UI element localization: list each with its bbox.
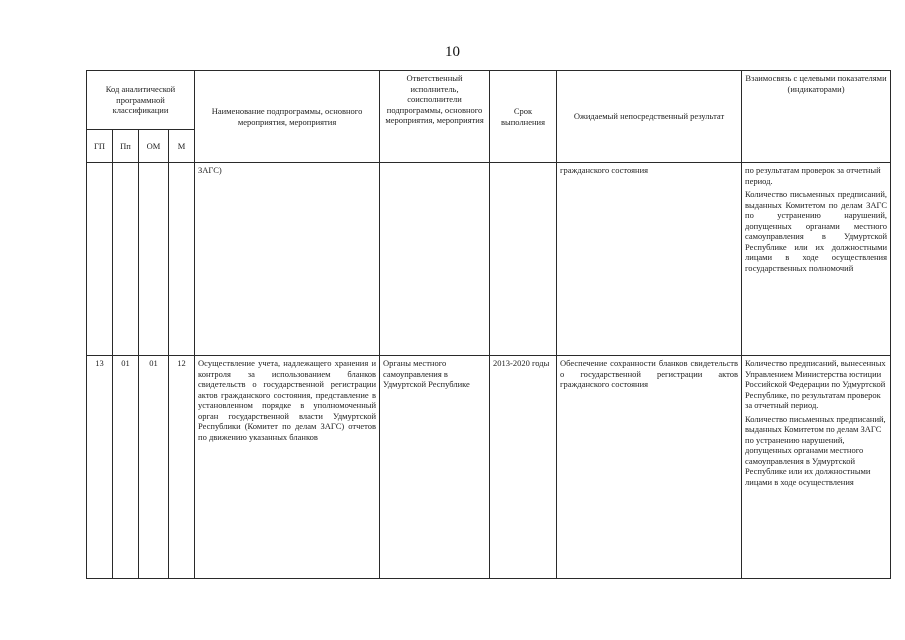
- indicator-text: Количество письменных предписаний, выданных Комитетом по делам ЗАГС по устранению нарушений, допущенных органами местного самоуправления в Удмуртской Республике или их должностными лицами в ходе осуществления государственных полномочий: [745, 189, 888, 273]
- cell-pp: [113, 163, 139, 356]
- cell-m: [169, 163, 195, 356]
- activities-table: [86, 70, 891, 579]
- cell-indicators: [742, 356, 891, 579]
- cell-indicators: [742, 163, 891, 356]
- cell-m: 12: [169, 356, 195, 579]
- header-code-m: М: [169, 130, 195, 163]
- cell-executor: Органы местного самоуправления в Удмуртской Республике: [380, 356, 490, 579]
- cell-result: гражданского состояния: [557, 163, 742, 356]
- header-code-om: ОМ: [139, 130, 169, 163]
- cell-om: [139, 163, 169, 356]
- header-result: Ожидаемый непосредственный результат: [557, 71, 742, 163]
- cell-term: [490, 163, 557, 356]
- cell-term: 2013-2020 годы: [490, 356, 557, 579]
- header-name: Наименование подпрограммы, основного мероприятия, мероприятия: [195, 71, 380, 163]
- table-row: [87, 356, 891, 579]
- indicator-text: Количество предписаний, вынесенных Управлением Министерства юстиции Российской Федерации по Удмуртской Республике, по результатам проверок за отчетный период.: [745, 358, 886, 410]
- cell-name: ЗАГС): [195, 163, 380, 356]
- cell-om: 01: [139, 356, 169, 579]
- header-code-group: Код аналитической программной классификации: [87, 71, 195, 130]
- indicator-text: по результатам проверок за отчетный период.: [745, 165, 881, 186]
- table-row: [87, 163, 891, 356]
- header-executor: Ответственный исполнитель, соисполнители подпрограммы, основного мероприятия, мероприятия: [380, 71, 490, 163]
- header-indicators: Взаимосвязь с целевыми показателями (индикаторами): [742, 71, 891, 163]
- cell-executor: [380, 163, 490, 356]
- cell-pp: 01: [113, 356, 139, 579]
- page-number: 10: [445, 44, 460, 60]
- cell-result: Обеспечение сохранности бланков свидетельств о государственной регистрации актов гражданского состояния: [557, 356, 742, 579]
- header-code-gp: ГП: [87, 130, 113, 163]
- cell-gp: 13: [87, 356, 113, 579]
- cell-gp: [87, 163, 113, 356]
- indicator-text: Количество письменных предписаний, выданных Комитетом по делам ЗАГС по устранению нарушений, допущенных органами местного самоуправления в Удмуртской Республике или их должностными лицами в ходе осуществления: [745, 413, 886, 487]
- header-term: Срок выполнения: [490, 71, 557, 163]
- header-code-pp: Пп: [113, 130, 139, 163]
- cell-name: Осуществление учета, надлежащего хранения и контроля за использованием бланков свидетельств о государственной регистрации актов гражданского состояния, представление в установленном порядке в уполномоченный орган государственной власти Удмуртской Республики (Комитет по делам ЗАГС) отчетов по движению указанных бланков: [195, 356, 380, 579]
